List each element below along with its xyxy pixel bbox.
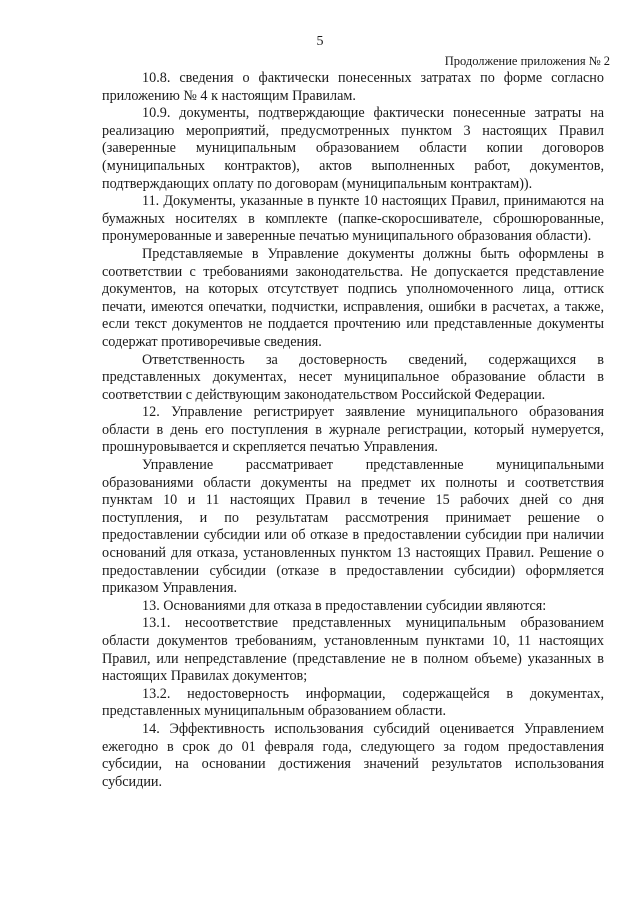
paragraph-14: 14. Эффективность использования субсидий оценивается Управлением ежегодно в срок до 01 февраля года, следующего за годом предоставления субсидии, на основании достижения значений результатов использования субсидии.	[102, 720, 604, 790]
paragraph-13: 13. Основаниями для отказа в предоставлении субсидии являются:	[142, 597, 547, 614]
paragraph-responsibility: Ответственность за достоверность сведений, содержащихся в представленных документах, несет муниципальное образование области в соответствии с действующим законодательством Российской Федерации.	[102, 351, 604, 403]
paragraph-document-requirements: Представляемые в Управление документы должны быть оформлены в соответствии с требованиями законодательства. Не допускается представление документов, на которых отсутствует подпись уполномоченного лица, оттиск печати, имеются опечатки, подчистки, исправления, ошибки в расчетах, а также, если текст документов не поддается прочтению или представленные документы содержат противоречивые сведения.	[102, 245, 604, 350]
paragraph-10-9: 10.9. документы, подтверждающие фактически понесенные затраты на реализацию мероприятий, предусмотренных пунктом 3 настоящих Правил (заверенные муниципальным образованием области копии договоров (муниципальных контрактов), актов выполненных работ, документов, подтверждающих оплату по договорам (муниципальным контрактам)).	[102, 105, 604, 192]
paragraph-10-8: 10.8. сведения о фактически понесенных затратах по форме согласно приложению № 4 к настоящим Правилам.	[102, 70, 604, 104]
appendix-continuation-label: Продолжение приложения № 2	[444, 54, 610, 68]
paragraph-review: Управление рассматривает представленные муниципальными образованиями области документы на предмет их полноты и соответствия пунктам 10 и 11 настоящих Правил в течение 15 рабочих дней со дня поступления, и по результатам рассмотрения принимает решение о предоставлении субсидии или об отказе в предоставлении субсидии при наличии оснований для отказа, установленных пунктом 13 настоящих Правил. Решение о предоставлении субсидии (отказе в предоставлении субсидии) оформляется приказом Управления.	[102, 457, 604, 597]
paragraph-13-2: 13.2. недостоверность информации, содержащейся в документах, представленных муниципальным образованием области.	[102, 685, 604, 720]
paragraph-13-1: 13.1. несоответствие представленных муниципальным образованием области документов требованиям, установленным пунктами 10, 11 настоящих Правил, или непредставление (представление не в полном объеме) указанных в настоящих Правилах документов;	[102, 615, 604, 685]
paragraph-11: 11. Документы, указанные в пункте 10 настоящих Правил, принимаются на бумажных носителях в комплекте (папке-скоросшивателе, сброшюрованные, пронумерованные и заверенные печатью муниципального образования области).	[102, 193, 604, 245]
page-number: 5	[316, 34, 324, 49]
document-body	[102, 70, 604, 791]
paragraph-12: 12. Управление регистрирует заявление муниципального образования области в день его поступления в журнале регистрации, который нумеруется, прошнуровывается и скрепляется печатью Управления.	[102, 404, 604, 456]
